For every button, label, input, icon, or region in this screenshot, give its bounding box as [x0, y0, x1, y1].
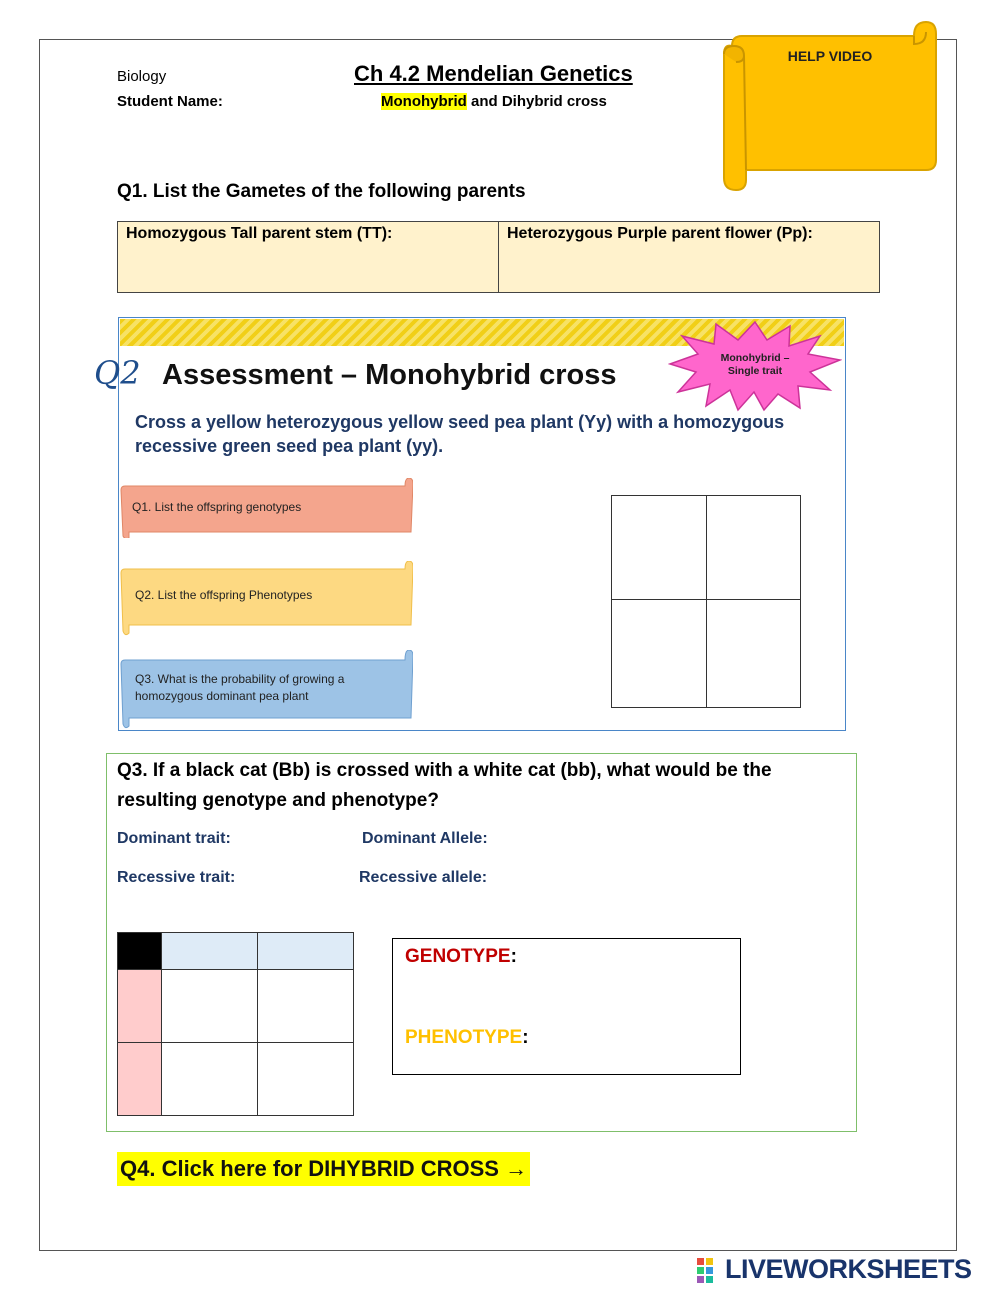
- assessment-title: Assessment – Monohybrid cross: [162, 359, 617, 391]
- subject-label: Biology: [117, 68, 167, 85]
- phenotype-colon: :: [522, 1027, 529, 1048]
- dominant-allele-label: Dominant Allele:: [362, 830, 488, 847]
- punnett-corner: [118, 933, 162, 970]
- help-video-button[interactable]: HELP VIDEO: [787, 48, 873, 64]
- q2-handwritten-text: Q2: [94, 354, 141, 392]
- genotype-colon: :: [510, 946, 517, 967]
- punnett-square-q3: [117, 932, 354, 1116]
- arrow-right-icon: →: [505, 1156, 528, 1181]
- badge-line-2: Single trait: [727, 365, 783, 377]
- punnett-top-allele-1[interactable]: [162, 933, 258, 970]
- cross-instructions: Cross a yellow heterozygous yellow seed pea plant (Yy) with a homozygous recessive green seed pea plant (yy).: [135, 412, 785, 456]
- help-video-scroll-icon: [718, 18, 940, 196]
- scroll-probability[interactable]: [119, 650, 413, 703]
- page-subtitle: [381, 93, 607, 110]
- q1-heading: Q1. List the Gametes of the following parents: [117, 181, 526, 202]
- punnett-cell[interactable]: [258, 970, 354, 1043]
- punnett-side-allele-2[interactable]: [118, 1043, 162, 1116]
- punnett-horizontal-divider: [612, 599, 800, 600]
- gametes-cell-tall[interactable]: Homozygous Tall parent stem (TT):: [118, 222, 499, 293]
- gametes-table: [117, 221, 880, 293]
- punnett-cell[interactable]: [258, 1043, 354, 1116]
- punnett-top-allele-2[interactable]: [258, 933, 354, 970]
- liveworksheets-brand: LIVEWORKSHEETS: [725, 1254, 972, 1284]
- punnett-cell[interactable]: [162, 970, 258, 1043]
- scroll-offspring-genotypes[interactable]: [119, 478, 413, 528]
- scroll-text-2: Q2. List the offspring Phenotypes: [135, 588, 313, 602]
- q3-question: Q3. If a black cat (Bb) is crossed with a white cat (bb), what would be the resulting genotype and phenotype?: [117, 760, 772, 811]
- genotype-word: GENOTYPE: [405, 946, 511, 967]
- dominant-trait-label: Dominant trait:: [117, 830, 231, 847]
- dihybrid-cross-link[interactable]: [117, 1152, 530, 1186]
- punnett-cell[interactable]: [162, 1043, 258, 1116]
- monohybrid-badge: [700, 352, 810, 378]
- student-name-label: Student Name:: [117, 93, 223, 110]
- q2-handwritten-label: [92, 352, 162, 392]
- scroll-text-1: Q1. List the offspring genotypes: [132, 500, 302, 514]
- badge-line-1: Monohybrid –: [720, 352, 790, 364]
- dihybrid-link-text: Q4. Click here for DIHYBRID CROSS: [120, 1156, 499, 1181]
- punnett-vertical-divider: [706, 496, 707, 707]
- subtitle-rest: and Dihybrid cross: [466, 93, 607, 110]
- gametes-cell-purple[interactable]: Heterozygous Purple parent flower (Pp):: [499, 222, 880, 293]
- phenotype-label: [405, 1027, 529, 1049]
- page-title: Ch 4.2 Mendelian Genetics: [354, 61, 633, 86]
- subtitle-highlight: Monohybrid: [381, 93, 467, 110]
- phenotype-word: PHENOTYPE: [405, 1027, 523, 1048]
- punnett-side-allele-1[interactable]: [118, 970, 162, 1043]
- scroll-text-3: Q3. What is the probability of growing a homozygous dominant pea plant: [135, 672, 345, 703]
- punnett-square-q2[interactable]: [611, 495, 801, 708]
- liveworksheets-logo-icon: [697, 1256, 723, 1284]
- recessive-allele-label: Recessive allele:: [359, 869, 488, 886]
- scroll-offspring-phenotypes[interactable]: [119, 561, 413, 611]
- recessive-trait-label: Recessive trait:: [117, 869, 236, 886]
- genotype-label: [405, 946, 517, 968]
